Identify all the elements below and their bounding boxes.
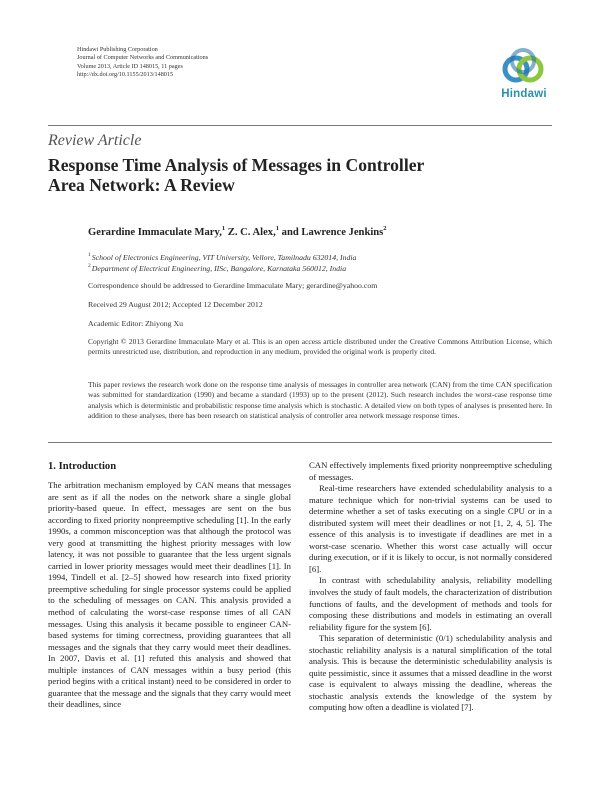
author-sup: 1 (275, 225, 279, 232)
left-column (48, 460, 291, 711)
author-name: and Lawrence Jenkins (281, 227, 384, 238)
right-column (309, 460, 552, 714)
author-name: Z. C. Alex, (227, 227, 276, 238)
hindawi-logo-text: Hindawi (501, 88, 547, 100)
journal-name: Journal of Computer Networks and Communications (77, 54, 209, 62)
doi-link[interactable]: http://dx.doi.org/10.1155/2013/148015 (77, 71, 174, 79)
author-sup: 1 (221, 225, 226, 232)
body-paragraph: In contrast with schedulability analysis, reliability modelling involves the study of fault models, the characterization of distribution functions of faults, and the development of methods and tools for composing these distributions and models in estimating an overall reliability figure for the system [6]. (309, 575, 552, 632)
author-list (88, 225, 387, 238)
body-paragraph: This separation of deterministic (0/1) schedulability analysis and stochastic reliability analysis is a natural simplification of the total analysis. This is because the deterministic schedulability analysis is quite pessimistic, since it assumes that a missed deadline in the worst case is equivalent to always missing the deadline, whereas the stochastic analysis extends the knowledge of the system by computing how often a deadline is violated [7]. (309, 633, 552, 713)
affiliation-2 (88, 263, 346, 273)
article-type: Review Article (48, 132, 142, 149)
article-title: Response Time Analysis of Messages in Controller Area Network: A Review (48, 155, 425, 195)
affiliation-1 (88, 252, 356, 262)
body-paragraph: The arbitration mechanism employed by CAN means that messages are sent as if all the nodes on the network share a single global priority-based queue. In effect, messages are sent on the bus according to fixed priority nonpreemptive scheduling [1]. In the early 1990s, a common misconception was that although the protocol was very good at transmitting the highest priority messages with low latency, it was not possible to guarantee that the less urgent signals carried in lower priority messages would meet their deadlines [1]. In 1994, Tindell et al. [2–5] showed how research into fixed priority preemptive scheduling for single processor systems could be applied to the scheduling of messages on CAN. This analysis provided a method of calculating the worst-case response times of all CAN messages. Using this analysis it became possible to engineer CAN-based systems for timing correctness, providing guarantees that all messages and the signals that they carry would meet their deadlines. In 2007, Davis et al. [1] refuted this analysis and showed that multiple instances of CAN messages within a busy period (this period begins with a critical instant) need to be considered in order to guarantee that the message and the signals that they carry would meet their deadlines, since (48, 480, 291, 710)
header-divider (48, 125, 552, 126)
received-dates: Received 29 August 2012; Accepted 12 December 2012 (88, 300, 263, 309)
body-paragraph: Real-time researchers have extended schedulability analysis to a mature technique which for non-trivial systems can be used to determine whether a set of tasks executing on a single CPU or in a distributed system will meet their deadlines or not [1, 2, 4, 5]. The essence of this analysis is to investigate if deadlines are met in a worst-case scenario. Whether this worst case actually will occur during execution, or if it is likely to occur, is not normally considered [6]. (309, 483, 552, 574)
author-name: Gerardine Immaculate Mary, (88, 227, 222, 238)
correspondence-note: Correspondence should be addressed to Gerardine Immaculate Mary; gerardine@yahoo.com (88, 281, 378, 290)
abstract-divider (48, 442, 552, 443)
publisher-name: Hindawi Publishing Corporation (77, 46, 158, 53)
volume-info: Volume 2013, Article ID 148015, 11 pages (77, 62, 183, 70)
body-paragraph: CAN effectively implements fixed priority nonpreemptive scheduling of messages. (309, 460, 552, 482)
affiliation-sup: 1 (88, 252, 91, 258)
section-heading: 1. Introduction (48, 461, 117, 472)
affiliation-sup: 2 (88, 263, 91, 269)
abstract-text: This paper reviews the research work done on the response time analysis of messages in controller area network (CAN) from the time CAN specification was submitted for standardization (1990) and became a standard (1993) up to the present (2012). Such research includes the worst-case response time analysis which is deterministic and probabilistic response time analysis which is stochastic. A detailed view on both types of analyses is presented here. In addition to these analyses, there has been research on statistical analysis of controller area network message response times. (88, 380, 552, 420)
affiliation-text: Department of Electrical Engineering, IISc, Bangalore, Karnataka 560012, India (91, 264, 347, 273)
copyright-notice: Copyright © 2013 Gerardine Immaculate Mary et al. This is an open access article distributed under the Creative Commons Attribution License, which permits unrestricted use, distribution, and reproduction in any medium, provided the original work is properly cited. (88, 337, 552, 357)
journal-header (77, 46, 317, 80)
affiliation-text: School of Electronics Engineering, VIT University, Vellore, Tamilnadu 632014, India (91, 253, 357, 262)
author-sup: 2 (383, 225, 387, 232)
academic-editor: Academic Editor: Zhiyong Xu (88, 319, 184, 328)
